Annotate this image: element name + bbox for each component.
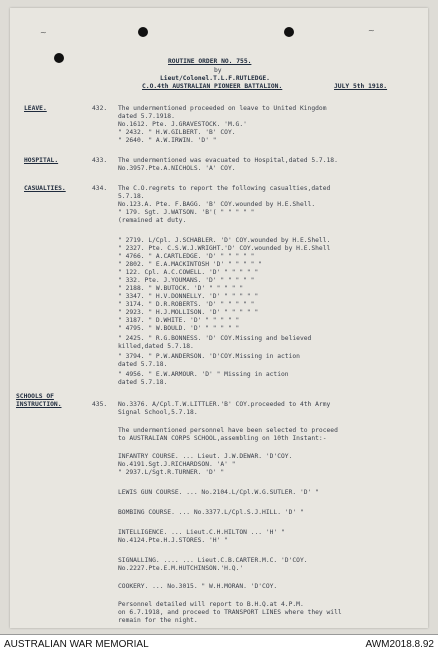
punch-hole bbox=[138, 27, 148, 37]
casualty-row: " 2327. Pte. C.S.W.J.WRIGHT.'D' COY.wounded by H.E.Shell bbox=[118, 245, 331, 252]
casualty-row: " 179. Sgt. J.WATSON. 'B'( " " " " " bbox=[118, 209, 255, 216]
section-number-casualties: 434. bbox=[92, 185, 108, 192]
footer-institution: AUSTRALIAN WAR MEMORIAL bbox=[4, 639, 149, 650]
leave-entry: No.1612. Pte. J.GRAVESTOCK. 'M.G.' bbox=[118, 121, 247, 128]
casualty-row: " 2802. " E.A.MACKINTOSH 'D' " " " " " bbox=[118, 261, 263, 268]
casualty-row: " 3794. " P.W.ANDERSON. 'D'COY.Missing in action bbox=[118, 353, 300, 360]
schools-line: The undermentioned personnel have been selected to proceed bbox=[118, 427, 338, 434]
casualty-row: killed,dated 5.7.18. bbox=[118, 343, 194, 350]
section-number-hospital: 433. bbox=[92, 157, 108, 164]
course-row: No.2227.Pte.E.M.HUTCHINSON.'H.Q.' bbox=[118, 565, 244, 572]
section-heading-hospital: HOSPITAL. bbox=[24, 157, 59, 164]
casualty-row: No.123.A. Pte. F.BAGG. 'B' COY.wounded by H.E.Shell. bbox=[118, 201, 316, 208]
casualty-row: " 122. Cpl. A.C.COWELL. 'D' " " " " " bbox=[118, 269, 259, 276]
casualty-row: " 332. Pte. J.YOUMANS. 'D' " " " " " bbox=[118, 277, 255, 284]
course-row: SIGNALLING. .... ... Lieut.C.B.CARTER.M.C. 'D'COY. bbox=[118, 557, 308, 564]
closing-line: remain for the night. bbox=[118, 617, 198, 624]
hospital-line: The undermentioned was evacuated to Hospital,dated 5.7.18. bbox=[118, 157, 338, 164]
section-heading-schools: INSTRUCTION. bbox=[16, 401, 62, 408]
casualty-row: " 3347. " H.V.DONNELLY. 'D' " " " " " bbox=[118, 293, 259, 300]
course-row: LEWIS GUN COURSE. ... No.2104.L/Cpl.W.G.SUTLER. 'D' " bbox=[118, 489, 319, 496]
footer-accession-number: AWM2018.8.92 bbox=[365, 639, 434, 650]
casualty-row: (remained at duty. bbox=[118, 217, 187, 224]
casualties-line: 5.7.18. bbox=[118, 193, 145, 200]
course-row: No.4191.Sgt.J.RICHARDSON. 'A' " bbox=[118, 461, 236, 468]
paper-mark: ~ bbox=[40, 28, 47, 37]
schools-line: to AUSTRALIAN CORPS SCHOOL,assembling on 10th Instant:- bbox=[118, 435, 327, 442]
section-heading-schools: SCHOOLS OF bbox=[16, 393, 54, 400]
section-number-leave: 432. bbox=[92, 105, 108, 112]
section-number-schools: 435. bbox=[92, 401, 108, 408]
casualty-row: " 3174. " D.R.ROBERTS. 'D' " " " " " bbox=[118, 301, 255, 308]
leave-entry: " 2432. " H.W.GILBERT. 'B' COY. bbox=[118, 129, 236, 136]
order-number: ROUTINE ORDER NO. 755. bbox=[168, 58, 252, 65]
leave-entry: " 2640. " A.W.IRWIN. 'D' " bbox=[118, 137, 217, 144]
hospital-line: No.3957.Pte.A.NICHOLS. 'A' COY. bbox=[118, 165, 236, 172]
order-by: by bbox=[214, 67, 222, 74]
schools-line: Signal School,5.7.18. bbox=[118, 409, 198, 416]
casualty-row: " 3187. " D.WHITE. 'D' " " " " " bbox=[118, 317, 240, 324]
punch-hole bbox=[284, 27, 294, 37]
casualty-row: " 4956. " E.W.ARMOUR. 'D' " Missing in action bbox=[118, 371, 289, 378]
battalion-name: C.O.4th AUSTRALIAN PIONEER BATTALION. bbox=[142, 83, 283, 90]
casualty-row: dated 5.7.18. bbox=[118, 379, 168, 386]
casualty-row: " 2188. " W.BUTOCK. 'D' " " " " " bbox=[118, 285, 244, 292]
leave-line: dated 5.7.1918. bbox=[118, 113, 175, 120]
order-date: JULY 5th 1918. bbox=[334, 83, 388, 90]
paper-mark: ~ bbox=[368, 26, 375, 35]
schools-line: No.3376. A/Cpl.T.W.LITTLER.'B' COY.proceeded to 4th Army bbox=[118, 401, 331, 408]
course-row: " 2937.L/Sgt.R.TURNER. 'D' " bbox=[118, 469, 225, 476]
punch-hole bbox=[54, 53, 64, 63]
section-heading-casualties: CASUALTIES. bbox=[24, 185, 66, 192]
course-row: COOKERY. ... No.3015. " W.H.MORAN. 'D'COY. bbox=[118, 583, 278, 590]
casualty-row: dated 5.7.18. bbox=[118, 361, 168, 368]
closing-line: Personnel detailed will report to B.H.Q.at 4.P.M. bbox=[118, 601, 304, 608]
casualties-line: The C.O.regrets to report the following casualties,dated bbox=[118, 185, 331, 192]
closing-line: on 6.7.1918, and proceed to TRANSPORT LINES where they will bbox=[118, 609, 342, 616]
document-page bbox=[10, 8, 428, 628]
casualty-row: " 4795. " W.BOULD. 'D' " " " " " bbox=[118, 325, 240, 332]
course-row: INTELLIGENCE. ... Lieut.C.H.HILTON ... 'H' " bbox=[118, 529, 285, 536]
commanding-officer: Lieut/Colonel.T.L.F.RUTLEDGE. bbox=[160, 75, 270, 82]
footer-bar bbox=[0, 634, 438, 654]
casualty-row: " 4766. " A.CARTLEDGE. 'D' " " " " " bbox=[118, 253, 255, 260]
section-heading-leave: LEAVE. bbox=[24, 105, 47, 112]
course-row: BOMBING COURSE. ... No.3377.L/Cpl.S.J.HILL. 'D' " bbox=[118, 509, 304, 516]
course-row: INFANTRY COURSE. ... Lieut. J.W.DEWAR. 'D'COY. bbox=[118, 453, 293, 460]
casualty-row: " 2425. " R.G.BONNESS. 'D' COY.Missing and believed bbox=[118, 335, 312, 342]
casualty-row: " 2719. L/Cpl. J.SCHABLER. 'D' COY.wounded by H.E.Shell. bbox=[118, 237, 331, 244]
course-row: No.4124.Pte.H.J.STORES. 'H' " bbox=[118, 537, 228, 544]
casualty-row: " 2923. " H.J.MOLLISON. 'D' " " " " " bbox=[118, 309, 259, 316]
leave-line: The undermentioned proceeded on leave to United Kingdom bbox=[118, 105, 327, 112]
